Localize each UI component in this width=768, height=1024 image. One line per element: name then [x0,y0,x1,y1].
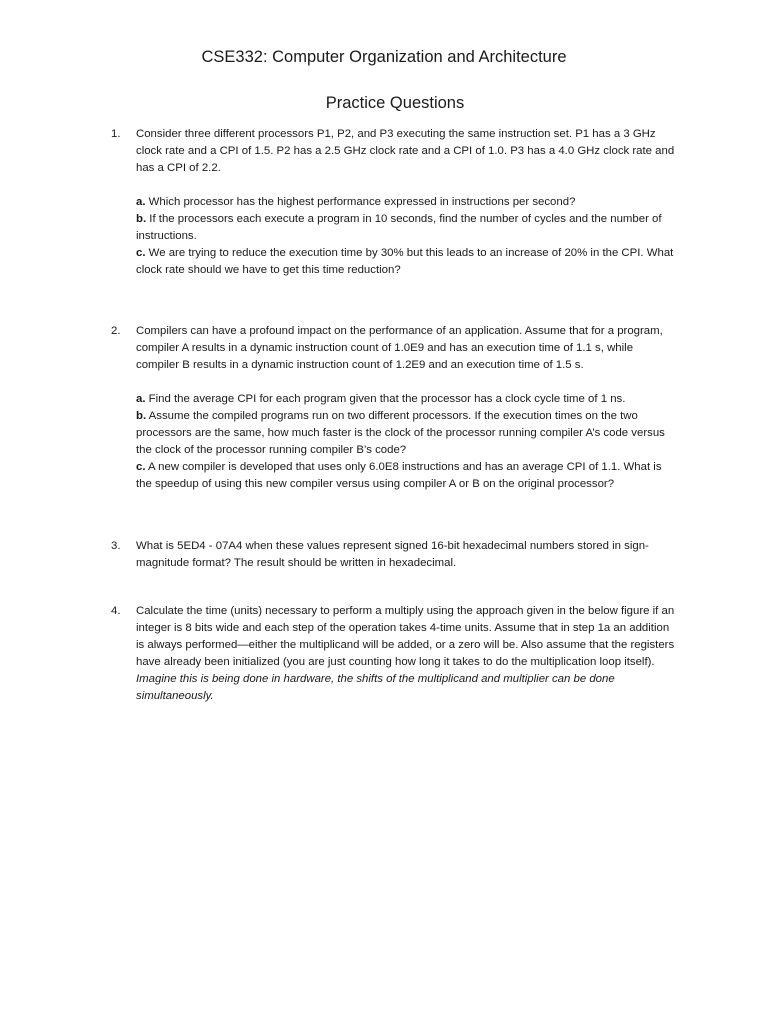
part-label: a. [136,196,146,208]
part-text: Assume the compiled programs run on two different processors. If the execution times on the two processors are the same, how much faster is the clock of the processor running compiler A’s code versus the clock of the processor running compiler B’s code? [136,410,665,456]
question-part-a [136,391,679,408]
page-subtitle: Practice Questions [325,94,465,112]
question-part-b [136,408,679,459]
part-label: a. [136,393,146,405]
question-2 [111,323,679,493]
question-4 [111,603,679,705]
question-part-b [136,211,679,245]
question-main-text: Calculate the time (units) necessary to perform a multiply using the approach given in the below figure if an integer is 8 bits wide and each step of the operation takes 4-time units. Assume that in step 1a an addition is always performed—either the multiplicand will be added, or a zero will be. Also assume that the registers have already been initialized (you are just counting how long it takes to do the multiplication loop itself). [136,605,675,668]
question-part-a [136,194,679,211]
part-text: Find the average CPI for each program given that the processor has a clock cycle time of 1 ns. [145,393,626,405]
part-label: b. [136,410,147,422]
question-body [136,126,679,279]
question-number: 4. [111,605,121,617]
question-text: Consider three different processors P1, P2, and P3 executing the same instruction set. P1 has a 3 GHz clock rate and a CPI of 1.5. P2 has a 2.5 GHz clock rate and a CPI of 1.0. P3 has a 4.0 GHz clock rate and has a CPI of 2.2. [136,128,675,174]
question-part-c [136,459,679,493]
part-label: c. [136,461,146,473]
part-text: A new compiler is developed that uses only 6.0E8 instructions and has an average CPI of 1.1. What is the speedup of using this new compiler versus using compiler A or B on the original processor? [136,461,662,490]
question-text: Compilers can have a profound impact on the performance of an application. Assume that for a program, compiler A results in a dynamic instruction count of 1.0E9 and has an execution time of 1.1 s, while compiler B results in a dynamic instruction count of 1.2E9 and an execution time of 1.5 s. [136,325,663,371]
question-emphasis-text: Imagine this is being done in hardware, the shifts of the multiplicand and multiplier can be done simultaneously. [136,673,615,702]
part-text: We are trying to reduce the execution time by 30% but this leads to an increase of 20% in the CPI. What clock rate should we have to get this time reduction? [136,247,674,276]
page-title: CSE332: Computer Organization and Architecture [201,48,567,66]
part-text: Which processor has the highest performance expressed in instructions per second? [145,196,576,208]
question-3 [111,538,679,572]
question-body [136,603,679,705]
question-1 [111,126,679,279]
part-label: b. [136,213,147,225]
question-number: 3. [111,540,121,552]
part-label: c. [136,247,146,259]
question-body [136,538,679,572]
part-text: If the processors each execute a program in 10 seconds, find the number of cycles and the number of instructions. [136,213,662,242]
question-number: 2. [111,325,121,337]
question-number: 1. [111,128,121,140]
question-text: What is 5ED4 - 07A4 when these values represent signed 16-bit hexadecimal numbers stored in sign-magnitude format? The result should be written in hexadecimal. [136,540,649,569]
question-body [136,323,679,493]
question-part-c [136,245,679,279]
question-text [136,603,679,705]
